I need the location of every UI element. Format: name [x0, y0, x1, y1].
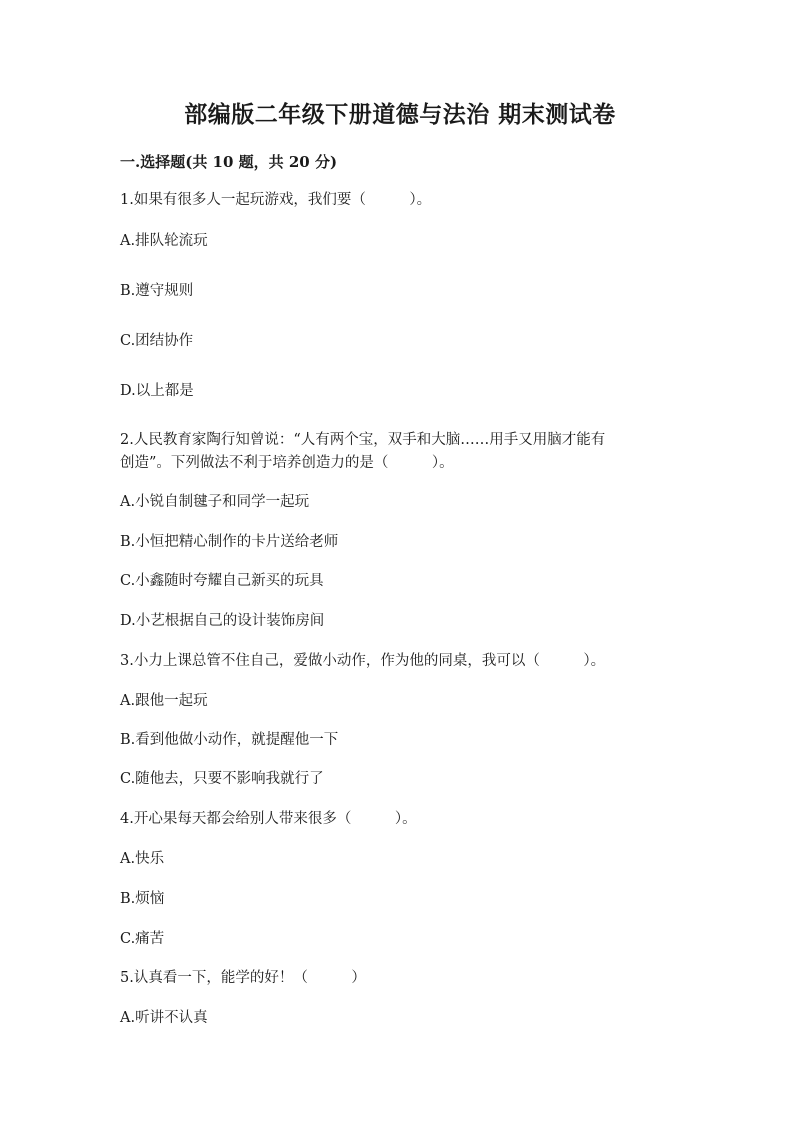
- question-3-option-a: A.跟他一起玩: [120, 693, 208, 709]
- section-heading: 一.选择题(共 10 题，共 20 分): [120, 153, 338, 171]
- question-1-option-c: C.团结协作: [120, 333, 194, 349]
- question-2-stem-line-1: 2.人民教育家陶行知曾说：“人有两个宝，双手和大脑……用手又用脑才能有: [120, 432, 606, 448]
- question-2-stem-line-2: 创造”。下列做法不利于培养创造力的是（ ）。: [120, 455, 454, 471]
- question-1-option-b: B.遵守规则: [120, 283, 194, 299]
- question-2-option-b: B.小恒把精心制作的卡片送给老师: [120, 534, 339, 550]
- question-5-option-a: A.听讲不认真: [120, 1010, 208, 1026]
- question-2-option-c: C.小鑫随时夸耀自己新买的玩具: [120, 573, 324, 589]
- question-3-stem: 3.小力上课总管不住自己，爱做小动作，作为他的同桌，我可以（ ）。: [120, 653, 606, 669]
- question-2-option-a: A.小锐自制毽子和同学一起玩: [120, 494, 310, 510]
- question-1-option-d: D.以上都是: [120, 383, 194, 399]
- question-4-option-a: A.快乐: [120, 851, 165, 867]
- question-1-stem: 1.如果有很多人一起玩游戏，我们要（ ）。: [120, 192, 432, 208]
- question-2-option-d: D.小艺根据自己的设计装饰房间: [120, 613, 325, 629]
- question-4-stem: 4.开心果每天都会给别人带来很多（ ）。: [120, 811, 417, 827]
- question-4-option-b: B.烦恼: [120, 891, 165, 907]
- exam-title: 部编版二年级下册道德与法治 期末测试卷: [184, 101, 616, 128]
- question-3-option-b: B.看到他做小动作，就提醒他一下: [120, 732, 339, 748]
- question-4-option-c: C.痛苦: [120, 931, 165, 947]
- question-3-option-c: C.随他去，只要不影响我就行了: [120, 771, 324, 787]
- question-1-option-a: A.排队轮流玩: [120, 233, 208, 249]
- question-5-stem: 5.认真看一下，能学的好！（ ）: [120, 970, 366, 986]
